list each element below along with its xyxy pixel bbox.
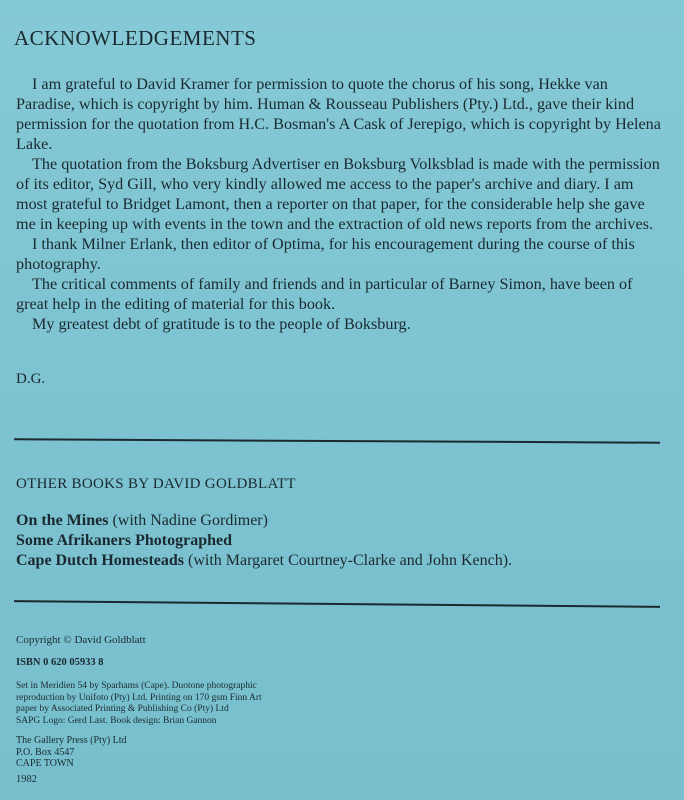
other-books-heading: OTHER BOOKS BY DAVID GOLDBLATT <box>16 476 296 492</box>
book-item <box>16 511 512 531</box>
other-books-list <box>16 511 512 571</box>
acknowledgements-text <box>16 74 668 334</box>
publisher-address <box>16 735 127 770</box>
publisher-line: P.O. Box 4547 <box>16 746 75 758</box>
ack-paragraph: The critical comments of family and friends and in particular of Barney Simon, have been of great help in the editing of material for this book. <box>16 275 633 313</box>
ack-paragraph: I thank Milner Erlank, then editor of Optima, for his encouragement during the course of this photography. <box>16 235 635 273</box>
signature: D.G. <box>16 371 46 387</box>
publisher-line: CAPE TOWN <box>16 758 74 769</box>
book-title: Some Afrikaners Photographed <box>16 532 232 549</box>
book-item <box>16 531 512 551</box>
book-note: (with Nadine Gordimer) <box>108 512 268 529</box>
printing-line: SAPG Logo: Gerd Last. Book design: Brian Gannon <box>16 715 217 726</box>
printing-line: Set in Meridien 54 by Sparhams (Cape). Duotone photographic <box>16 681 257 691</box>
book-title: Cape Dutch Homesteads <box>16 552 184 569</box>
ack-paragraph: I am grateful to David Kramer for permission to quote the chorus of his song, Hekke van Paradise, which is copyright by him. Human & Rousseau Publishers (Pty.) Ltd., gave their kind permission for the quotation from H.C. Bosman's A Cask of Jerepigo, which is copyright by Helena Lake. <box>16 75 661 153</box>
divider <box>14 600 660 608</box>
book-title: On the Mines <box>16 512 109 529</box>
acknowledgements-heading: ACKNOWLEDGEMENTS <box>14 26 257 50</box>
copyright-line: Copyright © David Goldblatt <box>16 634 146 646</box>
printing-line: paper by Associated Printing & Publishing Co (Pty) Ltd <box>16 704 229 714</box>
printing-credits <box>16 681 316 727</box>
publication-year: 1982 <box>16 774 37 785</box>
printing-line: reproduction by Unifoto (Pty) Ltd. Printing on 170 gsm Finn Art <box>16 692 262 703</box>
ack-paragraph: My greatest debt of gratitude is to the people of Boksburg. <box>32 315 411 333</box>
ack-paragraph: The quotation from the Boksburg Advertiser en Boksburg Volksblad is made with the permission of its editor, Syd Gill, who very kindly allowed me access to the paper's archive and diary. I am most grateful to Bridget Lamont, then a reporter on that paper, for the considerable help she gave me in keeping up with events in the town and the extraction of old news reports from the archives. <box>16 155 660 233</box>
isbn-line: ISBN 0 620 05933 8 <box>16 657 104 668</box>
publisher-line: The Gallery Press (Pty) Ltd <box>16 735 127 746</box>
book-item <box>16 551 512 571</box>
book-note: (with Margaret Courtney-Clarke and John Kench). <box>184 552 513 569</box>
divider <box>14 438 660 443</box>
